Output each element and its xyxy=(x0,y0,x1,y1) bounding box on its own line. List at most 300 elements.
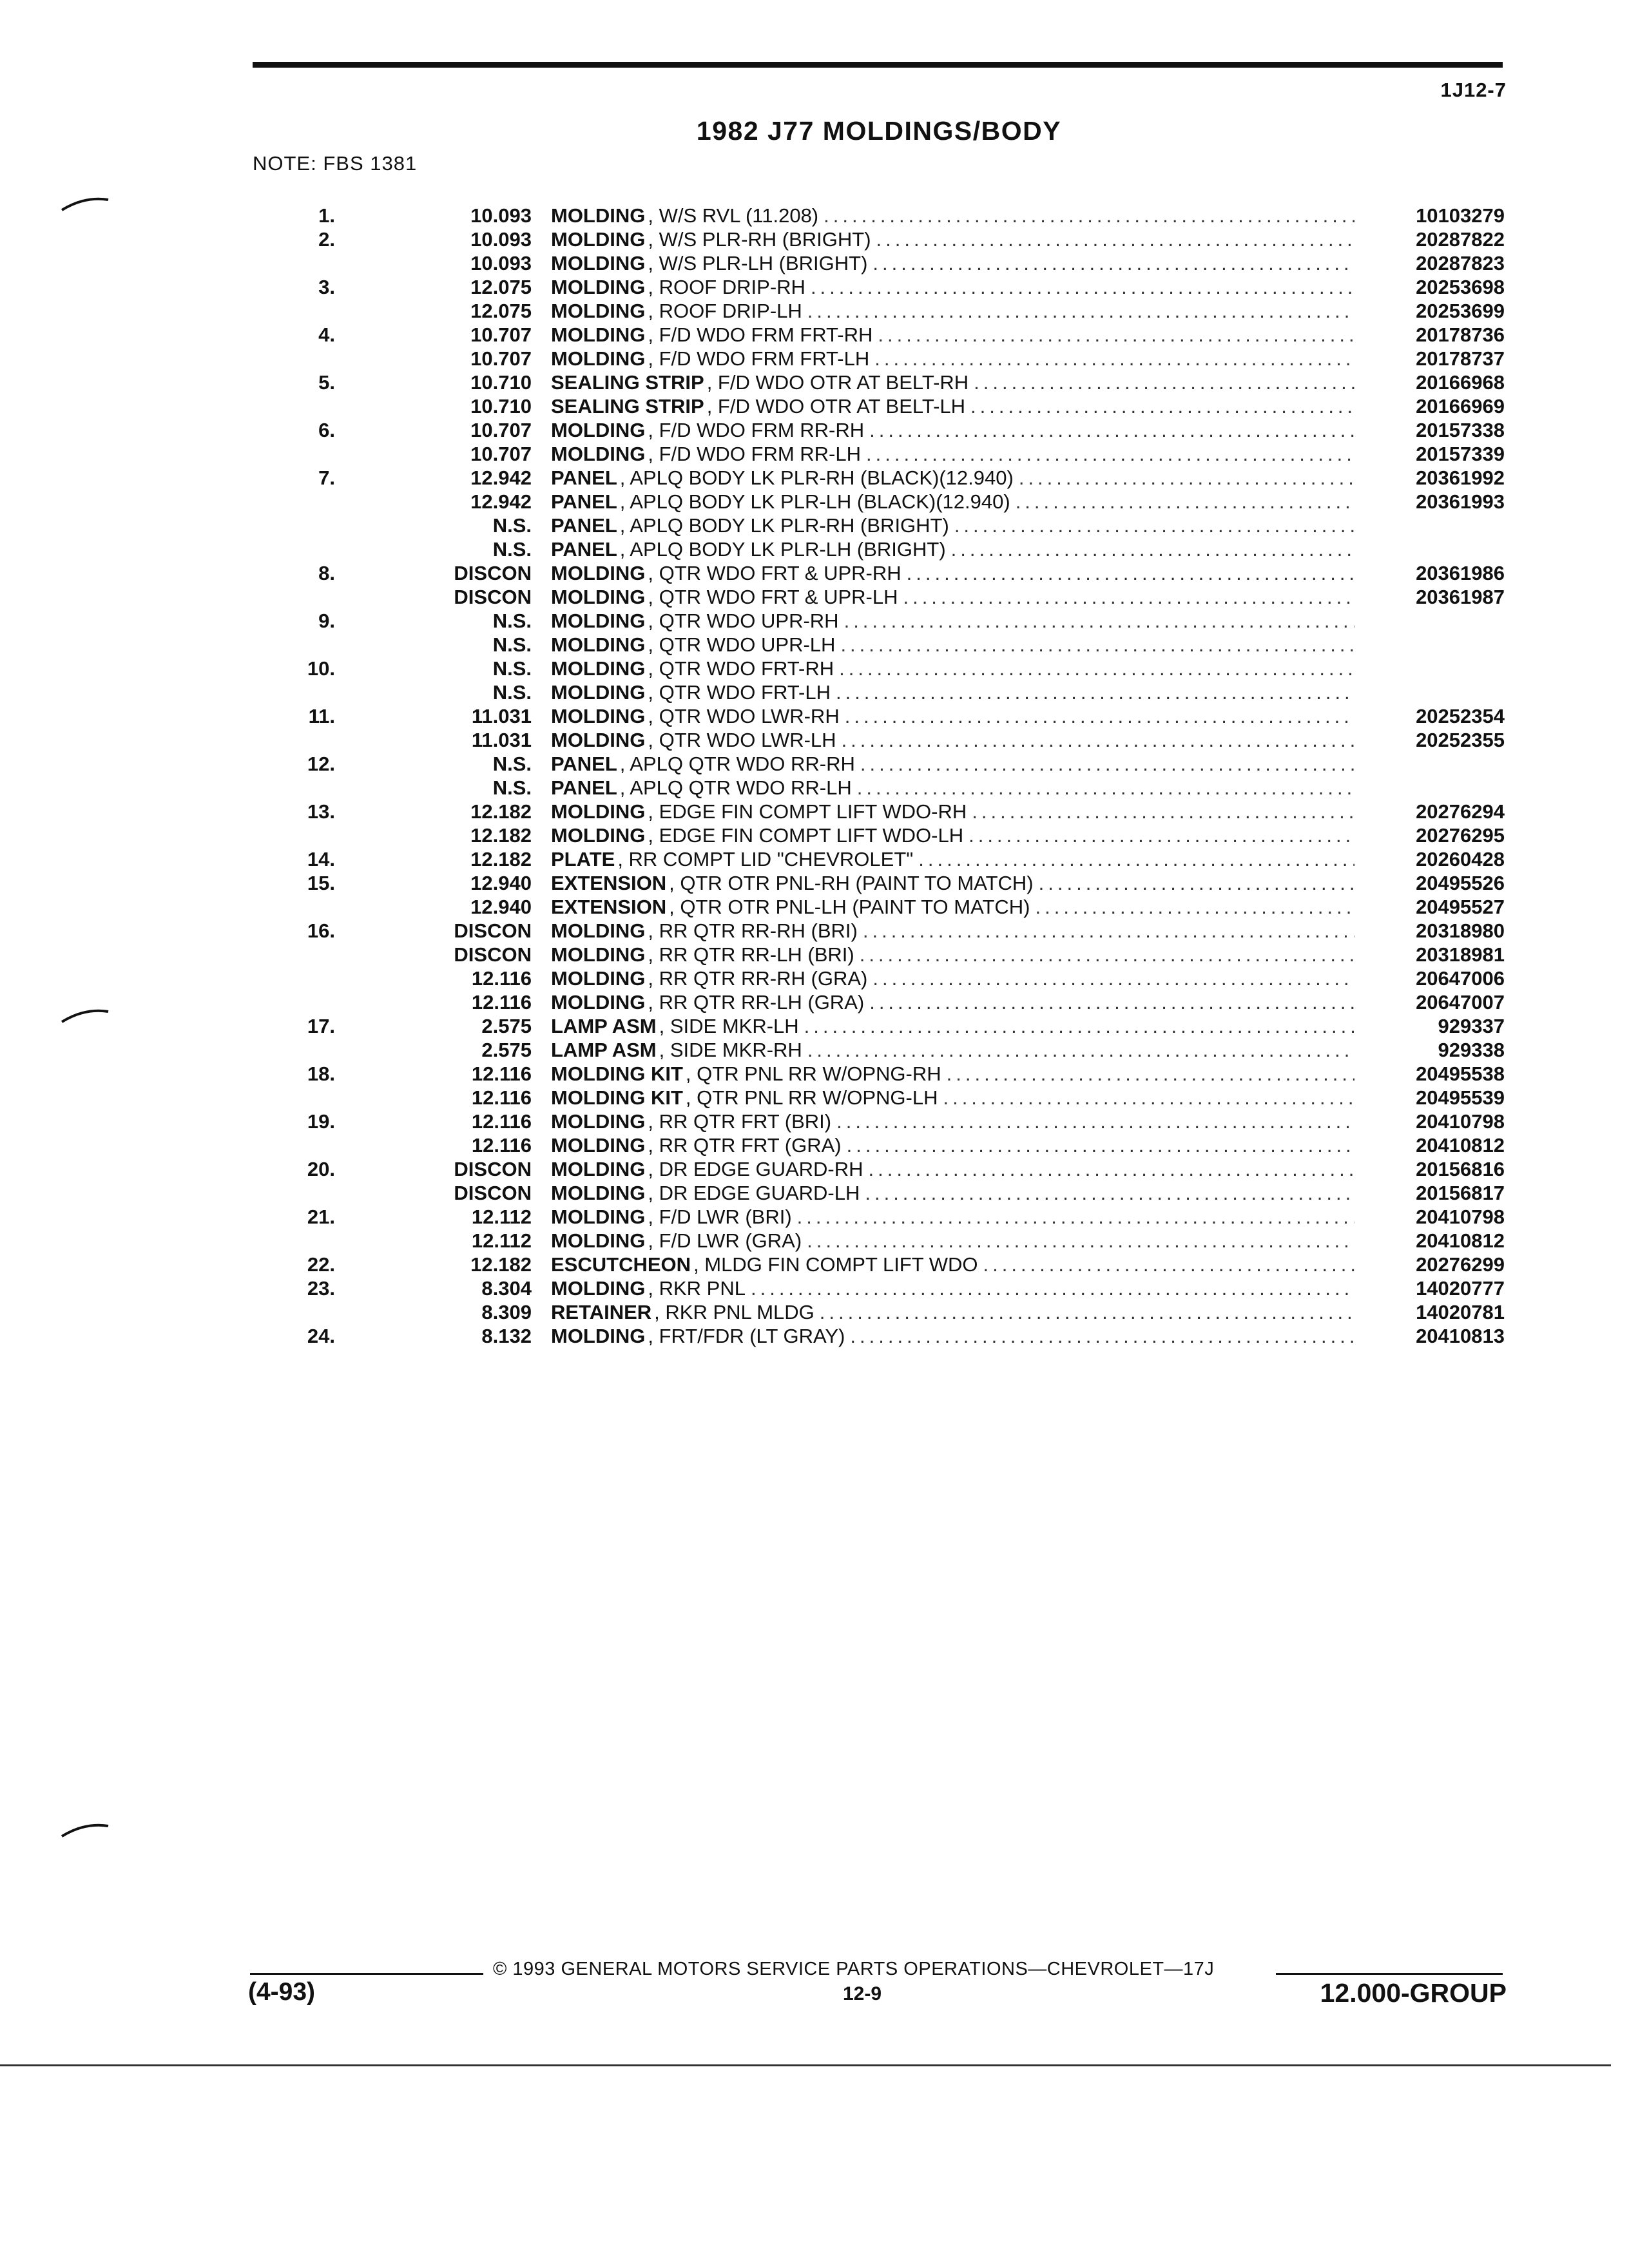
part-detail: , RR QTR RR-LH (BRI) xyxy=(648,943,854,966)
parts-row xyxy=(258,776,1505,800)
group-number: 12.075 xyxy=(470,300,532,322)
dot-leader xyxy=(983,1253,1355,1276)
part-detail: , F/D LWR (GRA) xyxy=(648,1229,802,1252)
part-detail: , QTR WDO UPR-LH xyxy=(648,633,836,656)
parts-row xyxy=(258,251,1505,275)
part-detail: , ROOF DRIP-RH xyxy=(648,276,805,298)
dot-leader xyxy=(845,704,1354,728)
parts-row xyxy=(258,418,1505,442)
part-detail: , QTR OTR PNL-RH (PAINT TO MATCH) xyxy=(669,872,1034,894)
parts-row xyxy=(258,370,1505,394)
group-number: DISCON xyxy=(454,919,532,942)
part-number: 20276299 xyxy=(1416,1253,1505,1276)
group-number: 12.116 xyxy=(471,1110,532,1133)
part-description xyxy=(532,990,1354,1014)
parts-row xyxy=(258,895,1505,919)
part-description xyxy=(532,776,1354,800)
part-detail: , QTR WDO LWR-RH xyxy=(648,705,840,727)
parts-row xyxy=(258,490,1505,514)
parts-row xyxy=(258,347,1505,370)
part-number: 20156817 xyxy=(1416,1182,1505,1204)
part-number: 20361987 xyxy=(1416,586,1505,608)
part-description xyxy=(532,1062,1354,1086)
part-description xyxy=(532,251,1354,275)
dot-leader xyxy=(1036,895,1355,919)
part-description xyxy=(532,561,1354,585)
group-number: 10.707 xyxy=(470,419,532,441)
group-number: DISCON xyxy=(454,943,532,966)
part-description xyxy=(532,1181,1354,1205)
part-description xyxy=(532,1253,1354,1276)
part-name: PLATE xyxy=(551,848,615,870)
part-description xyxy=(532,1086,1354,1110)
page-title: 1982 J77 MOLDINGS/BODY xyxy=(696,116,1062,146)
dot-leader xyxy=(840,633,1354,657)
part-detail: , QTR OTR PNL-LH (PAINT TO MATCH) xyxy=(669,896,1030,918)
part-detail: , F/D WDO FRM RR-RH xyxy=(648,419,865,441)
item-number: 10. xyxy=(307,657,335,680)
part-description xyxy=(532,1276,1354,1300)
part-name: EXTENSION xyxy=(551,872,667,894)
group-number: N.S. xyxy=(492,681,532,704)
parts-row xyxy=(258,1062,1505,1086)
parts-row xyxy=(258,204,1505,227)
dot-leader xyxy=(824,204,1354,227)
parts-row xyxy=(258,728,1505,752)
part-description xyxy=(532,800,1354,823)
parts-row xyxy=(258,1229,1505,1253)
parts-row xyxy=(258,323,1505,347)
dot-leader xyxy=(860,943,1354,966)
part-description xyxy=(532,847,1354,871)
group-number: 12.112 xyxy=(471,1206,532,1228)
parts-row xyxy=(258,966,1505,990)
part-number: 20157339 xyxy=(1416,443,1505,465)
part-detail: , EDGE FIN COMPT LIFT WDO-RH xyxy=(648,800,967,823)
part-number: 20495539 xyxy=(1416,1086,1505,1109)
parts-row xyxy=(258,561,1505,585)
group-number: DISCON xyxy=(454,1182,532,1204)
part-description xyxy=(532,490,1354,514)
part-description xyxy=(532,609,1354,633)
group-number: 12.075 xyxy=(470,276,532,298)
dot-leader xyxy=(807,1038,1354,1062)
dot-leader xyxy=(836,680,1354,704)
item-number: 18. xyxy=(307,1062,335,1085)
part-number: 20410812 xyxy=(1416,1134,1505,1157)
part-name: MOLDING xyxy=(551,943,646,966)
item-number: 3. xyxy=(318,276,335,298)
part-detail: , APLQ BODY LK PLR-RH (BRIGHT) xyxy=(619,514,949,537)
part-description xyxy=(532,1014,1354,1038)
part-description xyxy=(532,442,1354,466)
copyright: © 1993 GENERAL MOTORS SERVICE PARTS OPERATIONS—CHEVROLET—17J xyxy=(493,1959,1215,1979)
part-description xyxy=(532,633,1354,657)
dot-leader xyxy=(839,657,1354,680)
group-number: 10.707 xyxy=(470,323,532,346)
item-number: 16. xyxy=(307,919,335,942)
punch-mark-icon xyxy=(59,1817,111,1843)
parts-row xyxy=(258,680,1505,704)
item-number: 17. xyxy=(307,1015,335,1037)
part-name: MOLDING xyxy=(551,657,646,680)
part-number: 20260428 xyxy=(1416,848,1505,870)
part-description xyxy=(532,966,1354,990)
group-number: N.S. xyxy=(492,538,532,561)
part-description xyxy=(532,347,1354,370)
part-name: MOLDING xyxy=(551,347,646,370)
group-number: 12.116 xyxy=(471,967,532,990)
parts-row xyxy=(258,919,1505,943)
top-rule xyxy=(253,62,1503,68)
part-detail: , SIDE MKR-RH xyxy=(659,1039,802,1061)
group-number: 10.093 xyxy=(470,228,532,251)
part-name: MOLDING KIT xyxy=(551,1086,683,1109)
part-description xyxy=(532,1133,1354,1157)
part-detail: , F/D WDO OTR AT BELT-RH xyxy=(706,371,969,394)
part-description xyxy=(532,1324,1354,1348)
dot-leader xyxy=(907,561,1354,585)
punch-mark-icon xyxy=(59,191,111,216)
part-detail: , QTR PNL RR W/OPNG-LH xyxy=(685,1086,938,1109)
part-detail: , RKR PNL xyxy=(648,1277,746,1300)
part-detail: , RR COMPT LID "CHEVROLET" xyxy=(617,848,914,870)
group-number: 12.116 xyxy=(471,991,532,1014)
item-number: 21. xyxy=(307,1206,335,1228)
page-code: 1J12-7 xyxy=(1440,79,1507,101)
part-name: MOLDING xyxy=(551,252,646,274)
part-number: 929337 xyxy=(1438,1015,1505,1037)
page-number: 12-9 xyxy=(843,1983,882,2004)
part-detail: , RKR PNL MLDG xyxy=(654,1301,815,1323)
dot-leader xyxy=(866,442,1354,466)
group-number: 10.707 xyxy=(470,347,532,370)
part-detail: , F/D WDO FRM FRT-RH xyxy=(648,323,873,346)
parts-row xyxy=(258,1300,1505,1324)
group-number: 12.116 xyxy=(471,1134,532,1157)
part-detail: , QTR WDO FRT-LH xyxy=(648,681,831,704)
part-detail: , RR QTR FRT (BRI) xyxy=(648,1110,832,1133)
part-detail: , DR EDGE GUARD-RH xyxy=(648,1158,863,1180)
group-number: 10.093 xyxy=(470,204,532,227)
part-detail: , QTR WDO FRT-RH xyxy=(648,657,834,680)
part-name: RETAINER xyxy=(551,1301,652,1323)
dot-leader xyxy=(876,227,1354,251)
part-description xyxy=(532,275,1354,299)
group-number: 8.309 xyxy=(481,1301,532,1323)
parts-row xyxy=(258,752,1505,776)
punch-mark-icon xyxy=(59,1003,111,1028)
group-number: 10.710 xyxy=(470,395,532,418)
part-name: SEALING STRIP xyxy=(551,371,704,394)
part-number: 20253699 xyxy=(1416,300,1505,322)
parts-row xyxy=(258,871,1505,895)
part-name: MOLDING xyxy=(551,610,646,632)
footer-rule-right xyxy=(1276,1973,1503,1975)
part-name: PANEL xyxy=(551,753,617,775)
item-number: 9. xyxy=(318,610,335,632)
dot-leader xyxy=(878,323,1354,347)
part-detail: , FRT/FDR (LT GRAY) xyxy=(648,1325,845,1347)
item-number: 7. xyxy=(318,466,335,489)
part-name: PANEL xyxy=(551,466,617,489)
part-name: PANEL xyxy=(551,776,617,799)
parts-row xyxy=(258,1253,1505,1276)
part-description xyxy=(532,728,1354,752)
part-detail: , EDGE FIN COMPT LIFT WDO-LH xyxy=(648,824,964,847)
part-number: 20287822 xyxy=(1416,228,1505,251)
part-description xyxy=(532,418,1354,442)
group-number: DISCON xyxy=(454,562,532,584)
group-number: 12.182 xyxy=(470,848,532,870)
parts-row xyxy=(258,537,1505,561)
part-number: 20495526 xyxy=(1416,872,1505,894)
part-number: 20318981 xyxy=(1416,943,1505,966)
part-name: MOLDING xyxy=(551,1110,646,1133)
part-number: 20410812 xyxy=(1416,1229,1505,1252)
part-description xyxy=(532,1157,1354,1181)
parts-row xyxy=(258,466,1505,490)
part-description xyxy=(532,1205,1354,1229)
part-detail: , RR QTR RR-RH (GRA) xyxy=(648,967,868,990)
dot-leader xyxy=(1039,871,1354,895)
part-description xyxy=(532,394,1354,418)
part-number: 20361992 xyxy=(1416,466,1505,489)
dot-leader xyxy=(842,728,1354,752)
item-number: 4. xyxy=(318,323,335,346)
part-detail: , F/D WDO FRM RR-LH xyxy=(648,443,862,465)
part-detail: , RR QTR RR-LH (GRA) xyxy=(648,991,865,1014)
group-number: N.S. xyxy=(492,514,532,537)
item-number: 5. xyxy=(318,371,335,394)
group-number: 12.940 xyxy=(470,896,532,918)
parts-row xyxy=(258,1276,1505,1300)
part-description xyxy=(532,1110,1354,1133)
part-description xyxy=(532,657,1354,680)
part-name: MOLDING xyxy=(551,633,646,656)
part-detail: , APLQ BODY LK PLR-LH (BLACK)(12.940) xyxy=(619,490,1010,513)
dot-leader xyxy=(811,275,1354,299)
dot-leader xyxy=(972,800,1354,823)
part-number: 20178736 xyxy=(1416,323,1505,346)
parts-row xyxy=(258,227,1505,251)
part-number: 20166969 xyxy=(1416,395,1505,418)
group-number: 12.116 xyxy=(471,1062,532,1085)
part-description xyxy=(532,299,1354,323)
part-number: 20276295 xyxy=(1416,824,1505,847)
dot-leader xyxy=(860,752,1354,776)
dot-leader xyxy=(857,776,1354,800)
group-number: 12.942 xyxy=(470,490,532,513)
group-number: 12.182 xyxy=(470,824,532,847)
part-detail: , W/S RVL (11.208) xyxy=(648,204,819,227)
group-number: N.S. xyxy=(492,610,532,632)
group-number: 2.575 xyxy=(481,1015,532,1037)
parts-row xyxy=(258,800,1505,823)
group-number: 2.575 xyxy=(481,1039,532,1061)
parts-row xyxy=(258,585,1505,609)
part-detail: , SIDE MKR-LH xyxy=(659,1015,799,1037)
part-detail: , ROOF DRIP-LH xyxy=(648,300,802,322)
parts-list xyxy=(258,204,1505,1348)
note: NOTE: FBS 1381 xyxy=(253,152,418,175)
dot-leader xyxy=(836,1110,1354,1133)
part-name: PANEL xyxy=(551,514,617,537)
bottom-rule xyxy=(0,2064,1611,2066)
dot-leader xyxy=(1019,466,1354,490)
part-detail: , APLQ BODY LK PLR-LH (BRIGHT) xyxy=(619,538,946,561)
part-number: 20647007 xyxy=(1416,991,1505,1014)
part-detail: , APLQ QTR WDO RR-RH xyxy=(619,753,855,775)
part-detail: , DR EDGE GUARD-LH xyxy=(648,1182,860,1204)
part-detail: , F/D WDO OTR AT BELT-LH xyxy=(706,395,966,418)
part-name: MOLDING xyxy=(551,800,646,823)
dot-leader xyxy=(869,990,1354,1014)
group-number: DISCON xyxy=(454,586,532,608)
parts-row xyxy=(258,1014,1505,1038)
part-number: 14020777 xyxy=(1416,1277,1505,1300)
group-number: DISCON xyxy=(454,1158,532,1180)
part-description xyxy=(532,466,1354,490)
part-name: MOLDING xyxy=(551,824,646,847)
group-number: 12.942 xyxy=(470,466,532,489)
part-name: LAMP ASM xyxy=(551,1015,657,1037)
part-name: MOLDING xyxy=(551,1134,646,1157)
item-number: 13. xyxy=(307,800,335,823)
part-detail: , RR QTR FRT (GRA) xyxy=(648,1134,842,1157)
item-number: 23. xyxy=(307,1277,335,1300)
part-description xyxy=(532,370,1354,394)
parts-row xyxy=(258,704,1505,728)
part-name: MOLDING xyxy=(551,705,646,727)
group-number: N.S. xyxy=(492,657,532,680)
parts-row xyxy=(258,847,1505,871)
part-number: 20410798 xyxy=(1416,1206,1505,1228)
dot-leader xyxy=(869,1157,1354,1181)
part-detail: , F/D LWR (BRI) xyxy=(648,1206,792,1228)
part-number: 20252354 xyxy=(1416,705,1505,727)
dot-leader xyxy=(918,847,1354,871)
part-number: 20410798 xyxy=(1416,1110,1505,1133)
group-number: 11.031 xyxy=(471,729,532,751)
part-number: 20276294 xyxy=(1416,800,1505,823)
parts-row xyxy=(258,442,1505,466)
dot-leader xyxy=(863,919,1354,943)
group-number: 10.707 xyxy=(470,443,532,465)
part-number: 20253698 xyxy=(1416,276,1505,298)
item-number: 22. xyxy=(307,1253,335,1276)
part-detail: , W/S PLR-LH (BRIGHT) xyxy=(648,252,868,274)
part-name: EXTENSION xyxy=(551,896,667,918)
part-name: MOLDING xyxy=(551,967,646,990)
parts-row xyxy=(258,633,1505,657)
part-number: 20410813 xyxy=(1416,1325,1505,1347)
group-number: 12.112 xyxy=(471,1229,532,1252)
part-number: 20495527 xyxy=(1416,896,1505,918)
dot-leader xyxy=(869,418,1354,442)
part-description xyxy=(532,704,1354,728)
item-number: 6. xyxy=(318,419,335,441)
part-number: 20361986 xyxy=(1416,562,1505,584)
part-name: MOLDING xyxy=(551,919,646,942)
part-name: MOLDING xyxy=(551,204,646,227)
part-detail: , QTR PNL RR W/OPNG-RH xyxy=(685,1062,941,1085)
dot-leader xyxy=(974,370,1354,394)
parts-row xyxy=(258,1157,1505,1181)
part-number: 929338 xyxy=(1438,1039,1505,1061)
part-number: 14020781 xyxy=(1416,1301,1505,1323)
dot-leader xyxy=(874,347,1354,370)
part-description xyxy=(532,537,1354,561)
part-description xyxy=(532,514,1354,537)
group-number: 10.093 xyxy=(470,252,532,274)
part-detail: , W/S PLR-RH (BRIGHT) xyxy=(648,228,871,251)
dot-leader xyxy=(847,1133,1354,1157)
part-description xyxy=(532,680,1354,704)
part-name: MOLDING xyxy=(551,323,646,346)
part-name: MOLDING xyxy=(551,419,646,441)
part-name: MOLDING xyxy=(551,586,646,608)
item-number: 14. xyxy=(307,848,335,870)
part-description xyxy=(532,871,1354,895)
dot-leader xyxy=(807,1229,1354,1253)
item-number: 24. xyxy=(307,1325,335,1347)
parts-row xyxy=(258,1205,1505,1229)
item-number: 12. xyxy=(307,753,335,775)
part-name: LAMP ASM xyxy=(551,1039,657,1061)
part-description xyxy=(532,752,1354,776)
dot-leader xyxy=(807,299,1354,323)
item-number: 20. xyxy=(307,1158,335,1180)
part-detail: , QTR WDO UPR-RH xyxy=(648,610,839,632)
parts-row xyxy=(258,1086,1505,1110)
part-detail: , F/D WDO FRM FRT-LH xyxy=(648,347,870,370)
part-description xyxy=(532,1229,1354,1253)
part-description xyxy=(532,895,1354,919)
dot-leader xyxy=(844,609,1354,633)
dot-leader xyxy=(954,514,1354,537)
dot-leader xyxy=(943,1086,1354,1110)
part-name: MOLDING xyxy=(551,991,646,1014)
group-number: N.S. xyxy=(492,633,532,656)
dot-leader xyxy=(751,1276,1354,1300)
dot-leader xyxy=(903,585,1354,609)
part-name: MOLDING xyxy=(551,1277,646,1300)
part-name: MOLDING xyxy=(551,1229,646,1252)
parts-row xyxy=(258,1038,1505,1062)
item-number: 11. xyxy=(308,705,335,727)
part-number: 20166968 xyxy=(1416,371,1505,394)
part-description xyxy=(532,323,1354,347)
dot-leader xyxy=(872,966,1354,990)
part-name: MOLDING xyxy=(551,1158,646,1180)
part-name: MOLDING xyxy=(551,1206,646,1228)
group-number: 12.116 xyxy=(471,1086,532,1109)
item-number: 2. xyxy=(318,228,335,251)
part-number: 20361993 xyxy=(1416,490,1505,513)
group-number: 12.182 xyxy=(470,800,532,823)
dot-leader xyxy=(951,537,1354,561)
group-code: 12.000-GROUP xyxy=(1320,1978,1507,2008)
parts-row xyxy=(258,275,1505,299)
part-description xyxy=(532,943,1354,966)
part-number: 20495538 xyxy=(1416,1062,1505,1085)
part-number: 20647006 xyxy=(1416,967,1505,990)
dot-leader xyxy=(850,1324,1354,1348)
part-number: 20156816 xyxy=(1416,1158,1505,1180)
dot-leader xyxy=(970,394,1354,418)
group-number: 12.182 xyxy=(470,1253,532,1276)
